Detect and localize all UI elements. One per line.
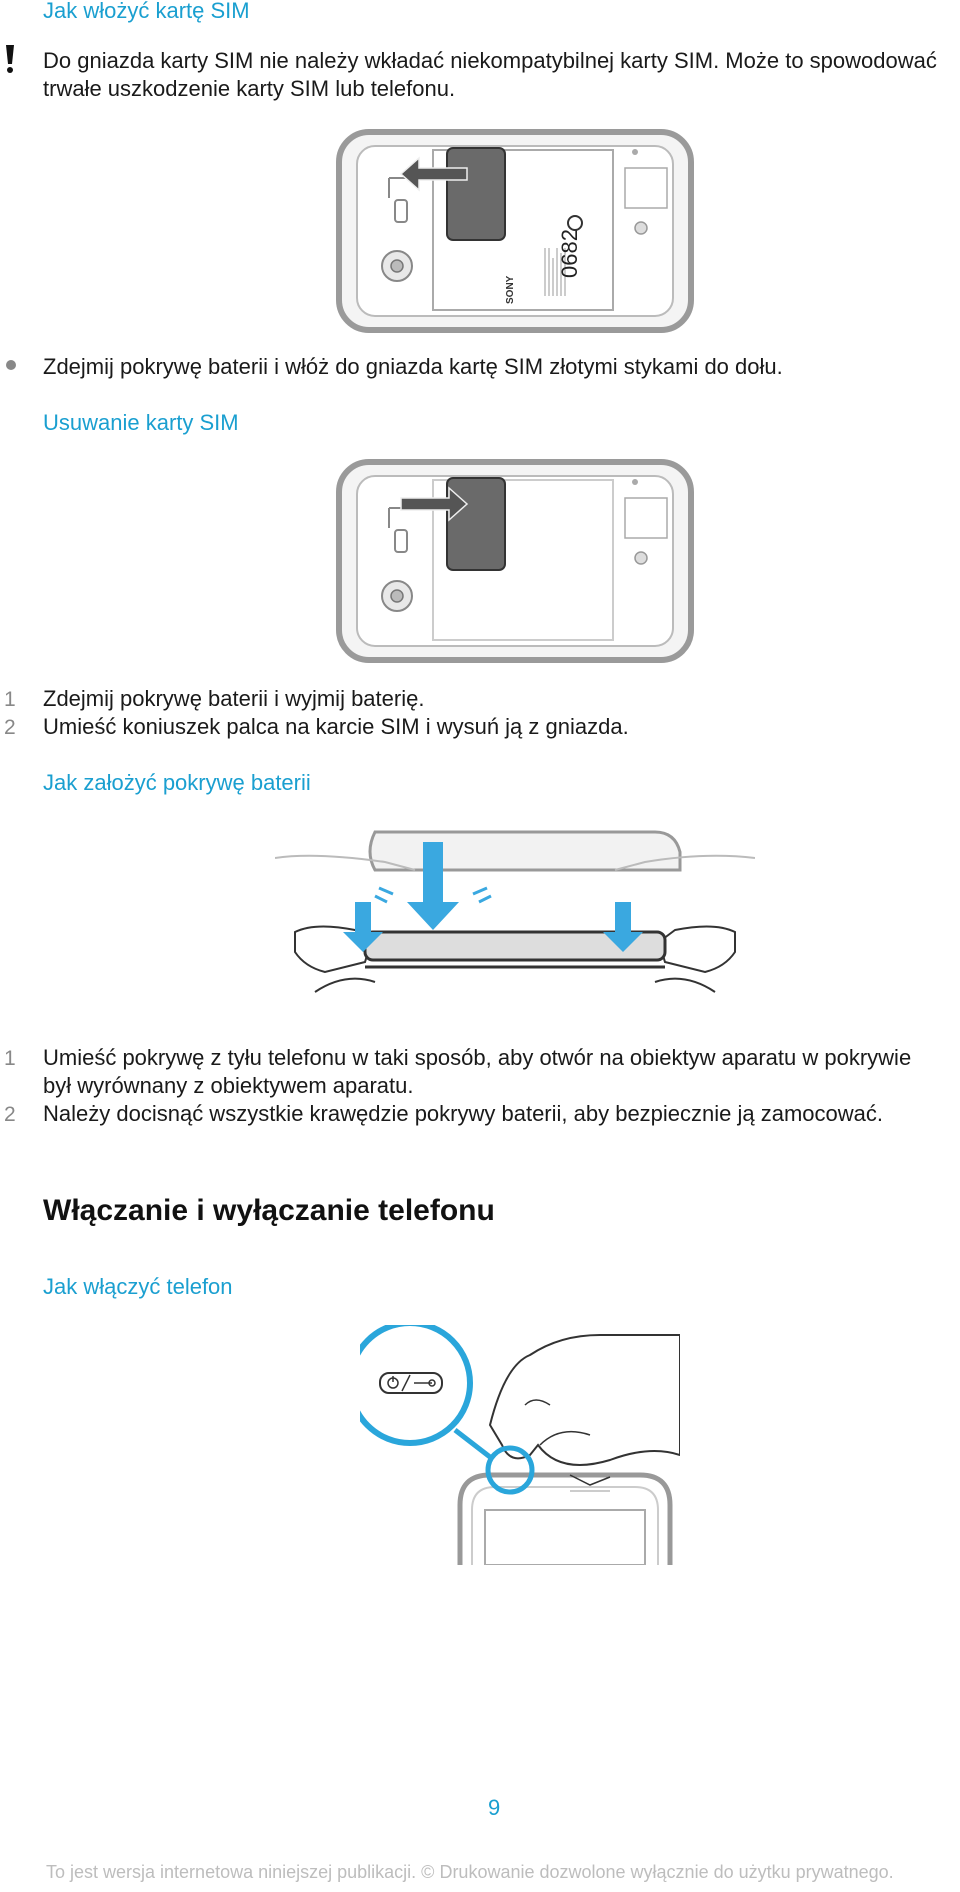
- page-title: Włączanie i wyłączanie telefonu: [43, 1194, 495, 1227]
- step-number: 2: [4, 716, 16, 739]
- sim-remove-step-2: Umieść koniuszek palca na karcie SIM i wysuń ją z gniazda.: [43, 714, 629, 739]
- bullet-dot: [6, 360, 16, 370]
- cover-illustration: [275, 822, 755, 1018]
- page-number: 9: [488, 1795, 501, 1820]
- section-heading-power-on: Jak włączyć telefon: [43, 1274, 233, 1299]
- warning-text: Do gniazda karty SIM nie należy wkładać niekompatybilnej karty SIM. Może to spowodować trwałe uszkodzenie karty SIM lub telefonu.: [43, 48, 937, 101]
- sim-remove-step-1: Zdejmij pokrywę baterii i wyjmij baterię.: [43, 686, 425, 711]
- sim-insert-illustration: [335, 128, 695, 334]
- step-number: 1: [4, 688, 16, 711]
- footer-text: To jest wersja internetowa niniejszej publikacji. © Drukowanie dozwolone wyłącznie do użytku prywatnego.: [46, 1862, 894, 1882]
- battery-label-brand: SONY: [505, 275, 516, 304]
- sim-remove-illustration: [335, 458, 695, 664]
- cover-step-1: Umieść pokrywę z tyłu telefonu w taki sposób, aby otwór na obiektyw aparatu w pokrywie był wyrównany z obiektywem aparatu.: [43, 1045, 912, 1098]
- cover-step-2: Należy docisnąć wszystkie krawędzie pokrywy baterii, aby bezpiecznie ją zamocować.: [43, 1101, 884, 1126]
- battery-label-code: 0682: [557, 229, 582, 278]
- step-number: 1: [4, 1047, 16, 1070]
- section-heading-sim-remove: Usuwanie karty SIM: [43, 410, 239, 435]
- exclamation-icon: [2, 44, 18, 74]
- sim-insert-step: Zdejmij pokrywę baterii i włóż do gniazda kartę SIM złotymi stykami do dołu.: [43, 354, 783, 379]
- step-number: 2: [4, 1103, 16, 1126]
- section-heading-sim-insert: Jak włożyć kartę SIM: [43, 0, 250, 23]
- power-on-illustration: [360, 1325, 680, 1565]
- section-heading-cover: Jak założyć pokrywę baterii: [43, 770, 311, 795]
